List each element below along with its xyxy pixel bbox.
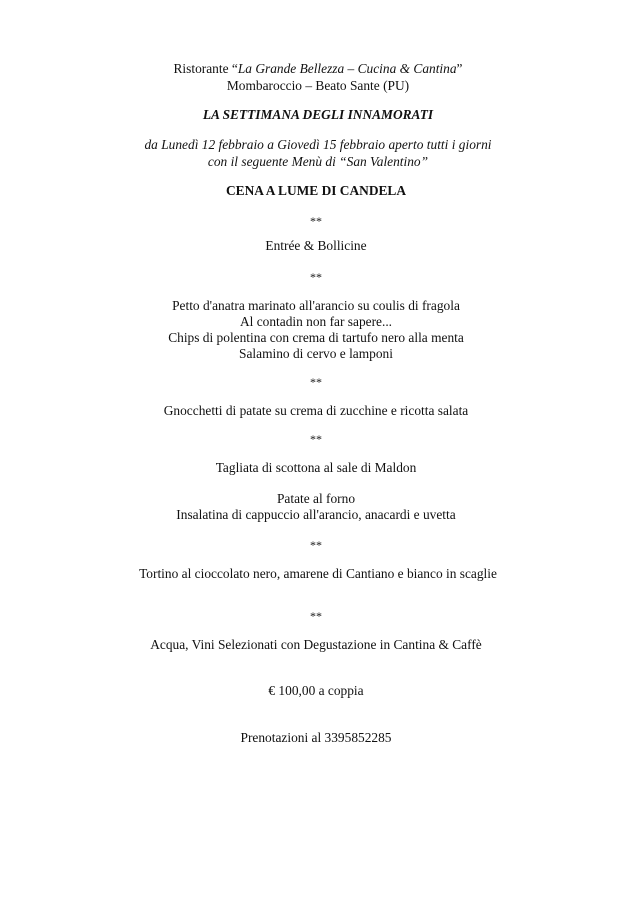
drinks-line: Acqua, Vini Selezionati con Degustazione in Cantina & Caffè [150, 637, 482, 652]
antipasto-item: Petto d'anatra marinato all'arancio su coulis di fragola [172, 298, 460, 313]
event-title: LA SETTIMANA DEGLI INNAMORATI [202, 107, 434, 122]
course-separator: ** [310, 214, 322, 228]
menu-heading: CENA A LUME DI CANDELA [225, 183, 407, 198]
secondo-course: Tagliata di scottona al sale di Maldon [215, 460, 417, 475]
price-line: € 100,00 a coppia [268, 683, 364, 698]
welcome-course: Entrée & Bollicine [265, 238, 367, 253]
restaurant-name: La Grande Bellezza – Cucina & Cantina [237, 61, 457, 76]
primo-course: Gnocchetti di patate su crema di zucchine e ricotta salata [163, 403, 469, 418]
antipasto-item: Chips di polentina con crema di tartufo nero alla menta [168, 330, 464, 345]
antipasto-item: Salamino di cervo e lamponi [239, 346, 393, 361]
booking-line: Prenotazioni al 3395852285 [240, 730, 392, 745]
course-separator: ** [310, 375, 322, 389]
restaurant-prefix: Ristorante “ [173, 61, 238, 76]
contorno-item: Patate al forno [276, 491, 356, 506]
restaurant-location: Mombaroccio – Beato Sante (PU) [226, 78, 410, 93]
course-separator: ** [310, 432, 322, 446]
event-dates-line2: con il seguente Menù di “San Valentino” [207, 154, 429, 169]
course-separator: ** [310, 270, 322, 284]
contorno-item: Insalatina di cappuccio all'arancio, anacardi e uvetta [176, 507, 456, 522]
course-separator: ** [310, 609, 322, 623]
antipasto-item: Al contadin non far sapere... [239, 314, 393, 329]
restaurant-name-line [0, 61, 636, 77]
event-dates-line1: da Lunedì 12 febbraio a Giovedì 15 febbraio aperto tutti i giorni [144, 137, 492, 152]
restaurant-suffix: ” [456, 61, 463, 76]
course-separator: ** [310, 538, 322, 552]
dessert-course: Tortino al cioccolato nero, amarene di Cantiano e bianco in scaglie [139, 566, 497, 581]
